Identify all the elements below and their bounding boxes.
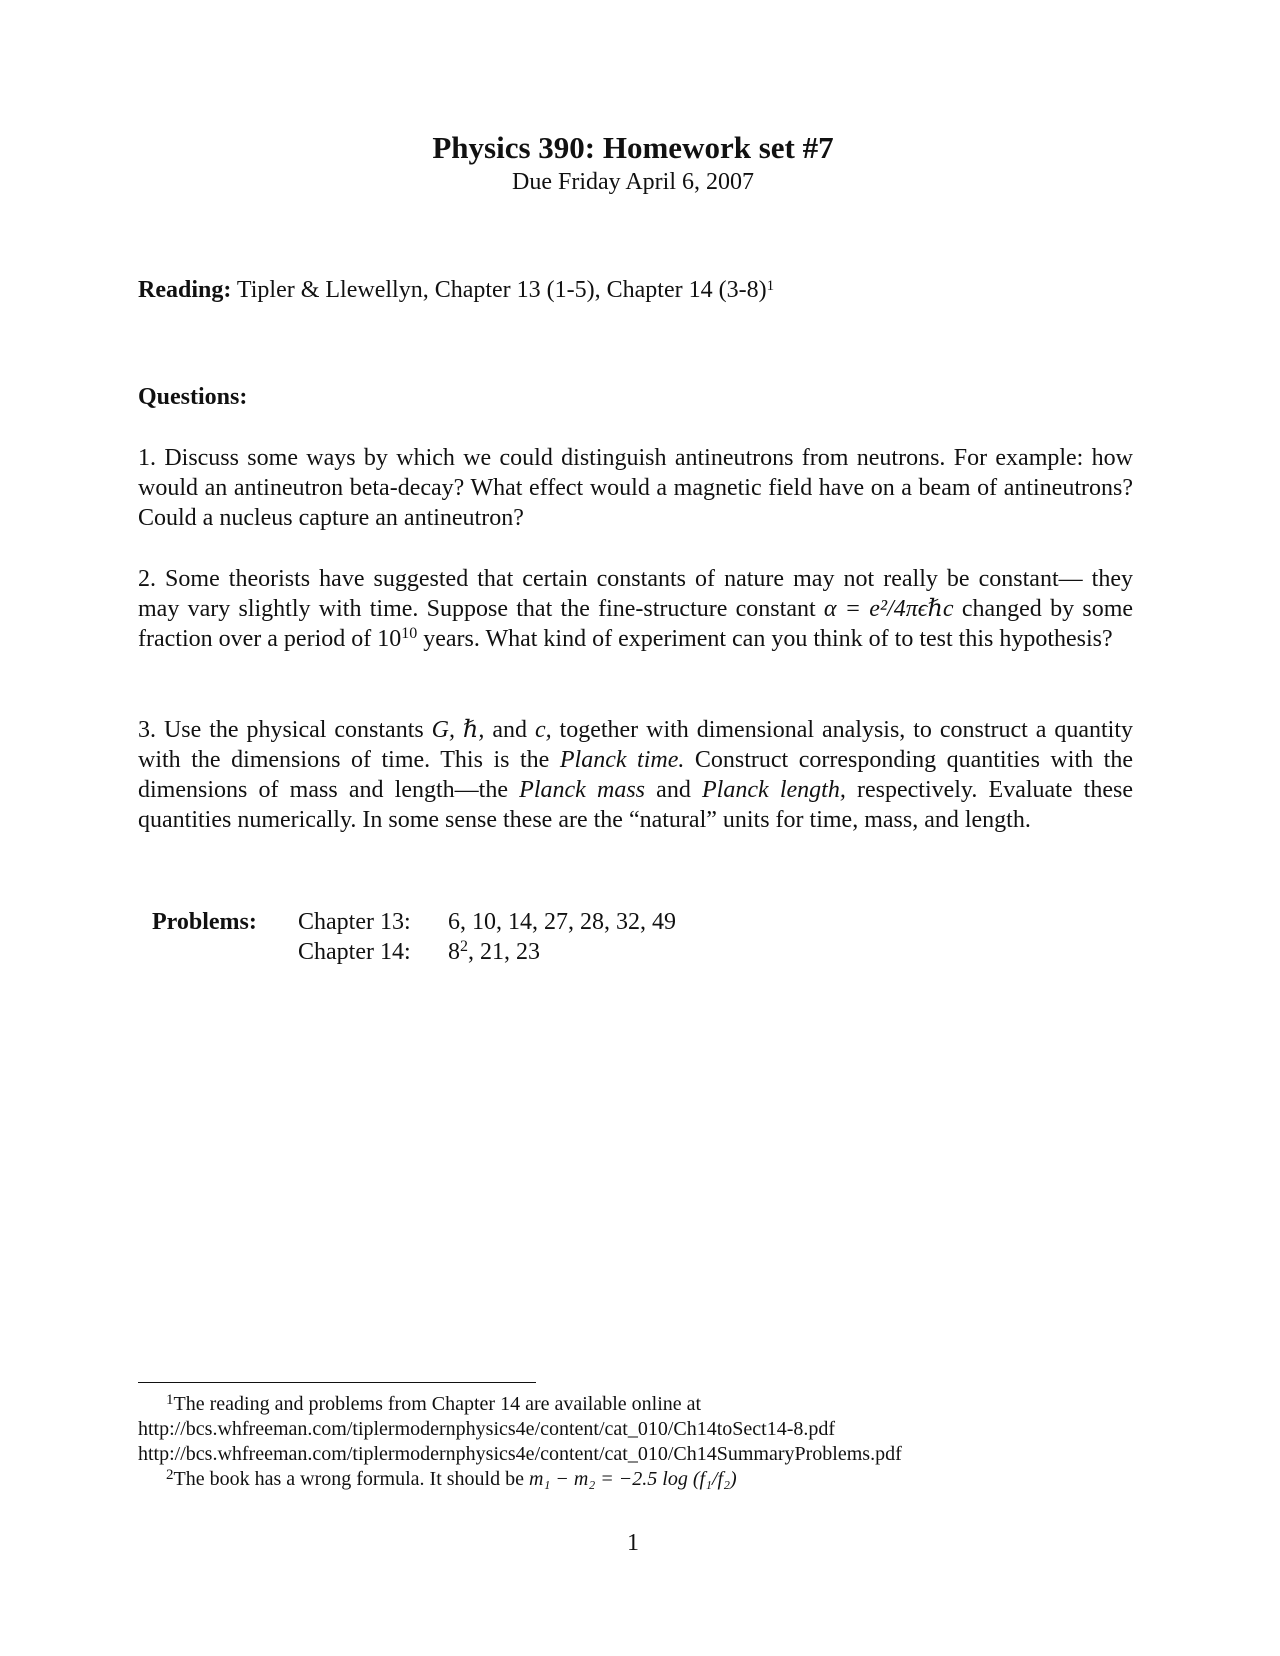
fine-structure-formula: α = e²/4πϵℏc xyxy=(823,596,954,622)
footnotes xyxy=(138,1392,1138,1492)
q3-text-2: and xyxy=(484,717,535,743)
problems-row xyxy=(152,937,676,967)
q3-text-6: respectively. Evaluate these quantities numerically. In some sense these are the “natural” units for time, mass, and length. xyxy=(138,777,1133,833)
footnote-1 xyxy=(138,1392,1138,1417)
problems-label: Problems: xyxy=(152,909,257,935)
footnote-2 xyxy=(138,1467,1138,1492)
page-number: 1 xyxy=(627,1530,639,1556)
q2-text-1: 2. Some theorists have suggested that certain constants of nature may not really be constant— they may vary slightly with time. Suppose that the fine-structure constant xyxy=(138,566,1133,622)
footnote-url-2: http://bcs.whfreeman.com/tiplermodernphysics4e/content/cat_010/Ch14SummaryProblems.pdf xyxy=(138,1443,902,1465)
q3-text-3: together with dimensional analysis, to construct a quantity with the dimensions of time. This is the xyxy=(138,717,1134,773)
q3-speed-of-light: c, xyxy=(534,717,552,743)
problems-items xyxy=(448,937,676,967)
q3-text-1: 3. Use the physical constants xyxy=(138,717,432,743)
magnitude-formula: m₁ − m₂ = −2.5 log (f₁/f₂) xyxy=(528,1468,737,1490)
question-1: 1. Discuss some ways by which we could distinguish antineutrons from neutrons. For example: how would an antineutron beta-decay? What effect would a magnetic field have on a beam of antineutrons? Could a nucleus capture an antineutron? xyxy=(138,445,1133,531)
footnote-mark-1: 1 xyxy=(766,278,775,294)
question-3 xyxy=(138,715,1133,835)
question-2 xyxy=(138,564,1133,654)
problem-8: 8 xyxy=(448,939,460,965)
planck-mass-term: Planck mass xyxy=(519,777,645,803)
reading-line xyxy=(138,275,1133,305)
title-block xyxy=(0,130,1266,196)
footnote-1-text: The reading and problems from Chapter 14 are available online at xyxy=(173,1393,702,1415)
problems-items: 6, 10, 14, 27, 28, 32, 49 xyxy=(448,909,676,935)
q2-text-2: changed by some fraction over a period of xyxy=(138,596,1134,652)
problems-rest: , 21, 23 xyxy=(468,939,540,965)
footnote-2-text: The book has a wrong formula. It should be xyxy=(173,1468,529,1490)
q3-constants: G, ℏ, xyxy=(431,717,485,743)
q3-text-5: and xyxy=(645,777,703,803)
problems-row xyxy=(152,907,676,937)
problems-table xyxy=(152,907,676,967)
footnote-2-mark: 2 xyxy=(166,1467,174,1483)
questions-heading: Questions: xyxy=(138,384,248,410)
footnote-mark-2: 2 xyxy=(460,938,468,955)
page-title: Physics 390: Homework set #7 xyxy=(432,130,834,165)
problems-chapter: Chapter 14: xyxy=(298,939,411,965)
q2-power-base: 10 xyxy=(377,626,402,652)
planck-length-term: Planck length, xyxy=(702,777,846,803)
q2-text-3: years. What kind of experiment can you think of to test this hypothesis? xyxy=(417,626,1113,652)
footnote-divider xyxy=(138,1382,536,1383)
problems-section xyxy=(152,907,676,967)
planck-time-term: Planck time. xyxy=(559,747,685,773)
problems-chapter: Chapter 13: xyxy=(298,909,411,935)
q3-text-4: Construct corresponding quantities with the dimensions of mass and length—the xyxy=(138,747,1133,803)
due-date: Due Friday April 6, 2007 xyxy=(512,169,754,195)
q2-power-exponent: 10 xyxy=(401,625,418,642)
reading-label: Reading: xyxy=(138,277,232,303)
reading-text: Tipler & Llewellyn, Chapter 13 (1-5), Chapter 14 (3-8) xyxy=(236,277,767,303)
footnote-1-mark: 1 xyxy=(166,1392,174,1408)
footnote-url-1: http://bcs.whfreeman.com/tiplermodernphysics4e/content/cat_010/Ch14toSect14-8.pdf xyxy=(138,1418,836,1440)
